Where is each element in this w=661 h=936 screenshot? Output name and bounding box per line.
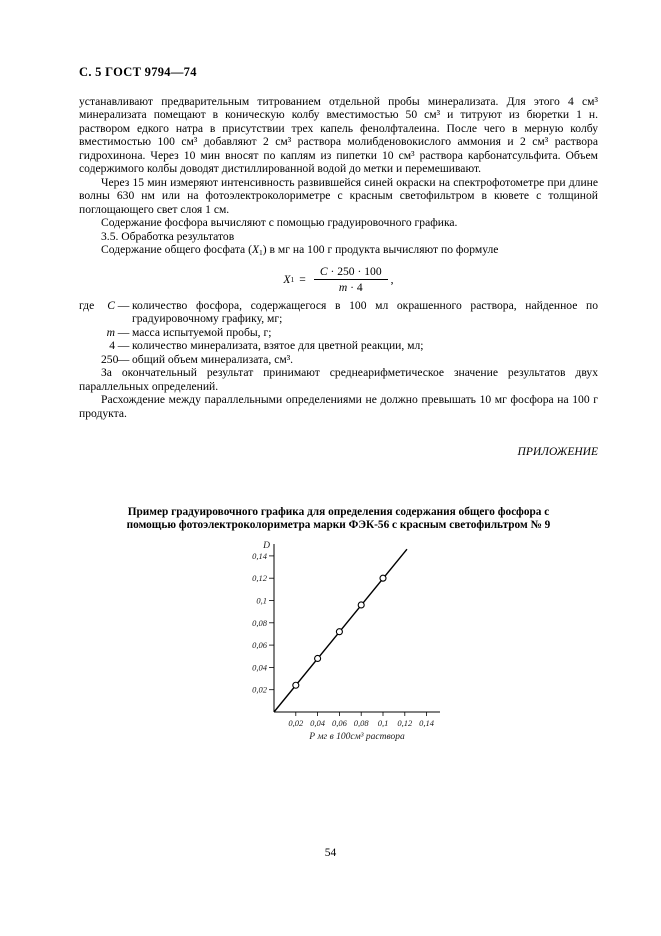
definition-term: 250 xyxy=(101,352,119,366)
definition-term: 4 xyxy=(109,339,115,352)
data-point xyxy=(358,601,364,607)
y-tick-label: 0,14 xyxy=(252,550,267,561)
variable-c: C xyxy=(319,264,328,278)
definition-item xyxy=(79,353,598,367)
fraction-numerator xyxy=(314,265,388,281)
section-heading-results: 3.5. Обработка результатов xyxy=(101,229,235,243)
definition-text: количество фосфора, содержащегося в 100 мл окрашенного раствора, найденное по градуировочному графику, мг; xyxy=(132,298,598,325)
numerator-constants: · 250 · 100 xyxy=(327,264,382,278)
formula-comma: , xyxy=(390,272,394,286)
definitions-list xyxy=(79,299,598,367)
definition-term: m xyxy=(106,325,115,339)
definition-lead xyxy=(79,353,101,367)
calibration-chart-svg xyxy=(248,536,463,748)
paragraph-discrepancy: Расхождение между параллельными определениями не должно превышать 10 мг фосфора на 100 г продукта. xyxy=(79,393,598,420)
chart-caption: Пример градуировочного графика для определения содержания общего фосфора с помощью фотоэлектроколориметра марки ФЭК-56 с красным светофильтром № 9 xyxy=(126,505,551,531)
x-tick-label: 0,1 xyxy=(377,717,389,728)
formula-lhs: X xyxy=(283,272,291,286)
calibration-chart xyxy=(248,536,463,748)
paragraph-measurement: Через 15 мин измеряют интенсивность развившейся синей окраски на спектрофотометре при длине волны 630 нм или на фотоэлектроколориметре с красным светофильтром в кювете с толщиной поглощающего свет слоя 1 см. xyxy=(79,175,598,216)
page-header: С. 5 ГОСТ 9794—74 xyxy=(79,65,197,79)
data-point xyxy=(336,628,342,634)
definition-dash: — xyxy=(117,352,130,366)
x-tick-label: 0,04 xyxy=(310,717,326,728)
definition-term: С xyxy=(107,298,115,312)
definition-text: общий объем минерализата, см³. xyxy=(132,352,294,366)
y-tick-label: 0,02 xyxy=(252,684,267,695)
variable-x-subscript: 1 xyxy=(259,248,263,257)
fraction xyxy=(314,265,388,295)
x-tick-label: 0,02 xyxy=(288,717,304,728)
y-tick-label: 0,1 xyxy=(256,595,267,605)
definition-item xyxy=(79,299,598,326)
formula xyxy=(79,265,598,295)
definition-dash: — xyxy=(117,325,130,339)
definition-text: масса испытуемой пробы, г; xyxy=(132,325,272,339)
paragraph-final-result: За окончательный результат принимают среднеарифметическое значение результатов двух параллельных определений. xyxy=(79,366,598,393)
denominator-constant: · 4 xyxy=(347,281,363,294)
page-number: 54 xyxy=(324,847,337,859)
x-tick-label: 0,06 xyxy=(331,717,347,728)
definition-item xyxy=(79,339,598,353)
formula-intro-text-tail: ) в мг на 100 г продукта вычисляют по формуле xyxy=(262,243,499,256)
definition-lead xyxy=(79,339,101,353)
x-axis-title: Р мг в 100см³ раствора xyxy=(309,731,405,742)
definition-item xyxy=(79,326,598,340)
y-tick-label: 0,12 xyxy=(252,572,267,583)
x-tick-label: 0,14 xyxy=(419,717,435,728)
definition-dash: — xyxy=(117,298,130,312)
variable-m: m xyxy=(338,281,348,294)
x-tick-label: 0,12 xyxy=(397,717,413,728)
paragraph-titration: устанавливают предварительным титрованием отдельной пробы минерализата. Для этого 4 см³ минерализата помещают в коническую колбу вместимостью 50 см³ и титруют из бюретки 1 н. раствором едкого натра в присутствии трех капель фенолфталеина. После чего в мерную колбу вместимостью 100 см³ добавляют 2 см³ раствора молибденовокислого аммония и 2 см³ раствора гидрохинона. Через 10 мин вносят по каплям из пипетки 10 см³ раствора карбонатсульфита. Объем содержимого колбы доводят дистиллированной водой до метки и перемешивают. xyxy=(79,94,598,175)
variable-x: X xyxy=(251,243,260,256)
formula-intro-text: Содержание общего фосфата ( xyxy=(101,243,252,256)
y-axis-title: D xyxy=(263,540,270,551)
paragraph-phosphorus-content: Содержание фосфора вычисляют с помощью градуировочного графика. xyxy=(101,216,458,229)
y-tick-label: 0,04 xyxy=(252,661,267,672)
paragraph-formula-intro xyxy=(79,243,598,260)
fraction-denominator xyxy=(314,280,388,295)
equals-sign: = xyxy=(299,272,306,286)
definition-lead: где xyxy=(79,298,95,312)
x-tick-label: 0,08 xyxy=(353,717,369,728)
data-point xyxy=(380,575,386,581)
formula-lhs-subscript: 1 xyxy=(290,274,295,284)
annex-label: ПРИЛОЖЕНИЕ xyxy=(517,446,598,458)
data-point xyxy=(315,655,321,661)
y-tick-label: 0,06 xyxy=(252,639,267,650)
data-point xyxy=(293,682,299,688)
definition-text: количество минерализата, взятое для цветной реакции, мл; xyxy=(132,339,424,352)
y-tick-label: 0,08 xyxy=(252,617,267,628)
definition-lead xyxy=(79,326,101,340)
definition-dash: — xyxy=(117,339,130,352)
